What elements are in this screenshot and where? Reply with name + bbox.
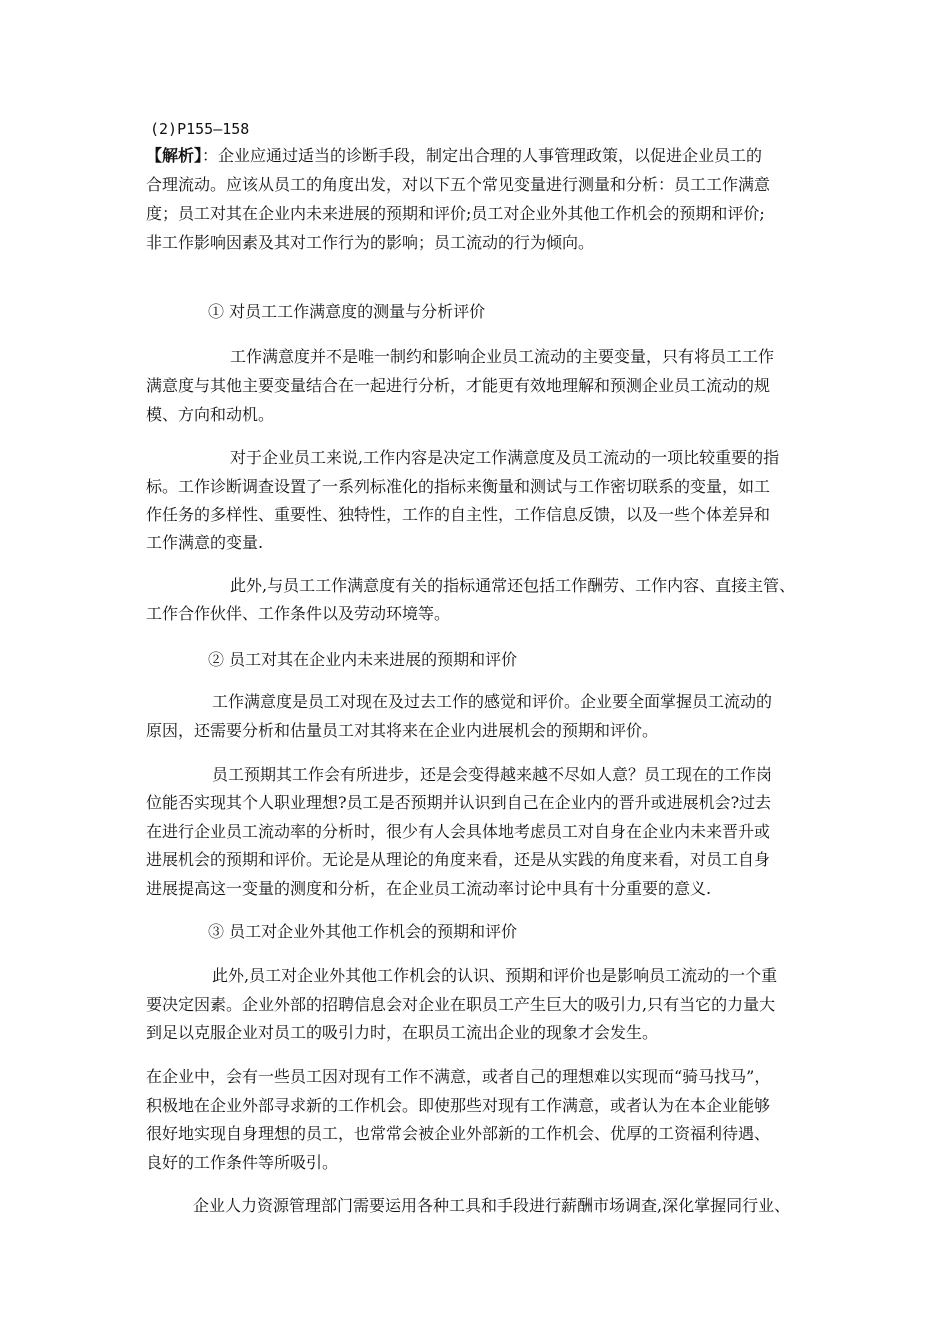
s3-p3-line-1: 企业人力资源管理部门需要运用各种工具和手段进行薪酬市场调查,深化掌握同行业、 [193, 1196, 791, 1215]
s3-p2-line-2: 积极地在企业外部寻求新的工作机会。即使那些对现有工作满意，或者认为在本企业能够 [146, 1096, 771, 1115]
s2-p2-line-5: 进展提高这一变量的测度和分析，在企业员工流动率讨论中具有十分重要的意义. [146, 879, 712, 898]
s3-p1-line-1: 此外,员工对企业外其他工作机会的认识、预期和评价也是影响员工流动的一个重 [212, 966, 778, 985]
s1-p3-line-2: 工作合作伙伴、工作条件以及劳动环境等。 [146, 604, 451, 623]
s2-p2-line-1: 员工预期其工作会有所进步，还是会变得越来越不尽如人意？员工现在的工作岗 [212, 765, 773, 784]
s1-p2-line-2: 标。工作诊断调查设置了一系列标准化的指标来衡量和测试与工作密切联系的变量，如工 [146, 477, 771, 496]
page-reference: (2)P155—158 [150, 120, 250, 138]
analysis-line-4: 非工作影响因素及其对工作行为的影响；员工流动的行为倾向。 [146, 233, 595, 252]
s3-p2-line-4: 良好的工作条件等所吸引。 [146, 1153, 339, 1172]
analysis-line-1 [146, 146, 762, 166]
s1-p2-line-1: 对于企业员工来说,工作内容是决定工作满意度及员工流动的一项比较重要的指 [230, 448, 780, 467]
s3-p1-line-3: 到足以克服企业对员工的吸引力时，在职员工流出企业的现象才会发生。 [146, 1023, 659, 1042]
s2-p2-line-4: 进展机会的预期和评价。无论是从理论的角度来看，还是从实践的角度来看，对员工自身 [146, 850, 771, 869]
s2-p1-line-2: 原因，还需要分析和估量员工对其将来在企业内进展机会的预期和评价。 [146, 721, 659, 740]
analysis-label: 【解析】 [146, 146, 203, 165]
s1-p3-line-1: 此外,与员工工作满意度有关的指标通常还包括工作酬劳、工作内容、直接主管、 [230, 576, 796, 595]
s1-p2-line-3: 作任务的多样性、重要性、独特性，工作的自主性，工作信息反馈，以及一些个体差异和 [146, 505, 771, 524]
s1-p1-line-2: 满意度与其他主要变量结合在一起进行分析，才能更有效地理解和预测企业员工流动的规 [146, 376, 771, 395]
s2-p1-line-1: 工作满意度是员工对现在及过去工作的感觉和评价。企业要全面掌握员工流动的 [212, 692, 773, 711]
s1-p1-line-3: 模、方向和动机。 [146, 405, 275, 424]
s3-p2-line-1: 在企业中，会有一些员工因对现有工作不满意，或者自己的理想难以实现而“骑马找马”， [146, 1067, 771, 1086]
s3-p1-line-2: 要决定因素。企业外部的招聘信息会对企业在职员工产生巨大的吸引力,只有当它的力量大 [146, 995, 776, 1014]
s1-p1-line-1: 工作满意度并不是唯一制约和影响企业员工流动的主要变量，只有将员工工作 [230, 347, 775, 366]
analysis-line-3: 度；员工对其在企业内未来进展的预期和评价;员工对企业外其他工作机会的预期和评价; [146, 204, 765, 223]
s1-p2-line-4: 工作满意的变量. [146, 533, 264, 552]
s2-p2-line-2: 位能否实现其个人职业理想?员工是否预期并认识到自己在企业内的晋升或进展机会?过去 [146, 793, 772, 812]
s3-p2-line-3: 很好地实现自身理想的员工，也常常会被企业外部新的工作机会、优厚的工资福利待遇、 [146, 1124, 771, 1143]
section-1-heading: ① 对员工工作满意度的测量与分析评价 [208, 302, 486, 321]
section-2-heading: ② 员工对其在企业内未来进展的预期和评价 [208, 650, 518, 669]
s2-p2-line-3: 在进行企业员工流动率的分析时，很少有人会具体地考虑员工对自身在企业内未来晋升或 [146, 822, 771, 841]
analysis-text-1: ：企业应通过适当的诊断手段，制定出合理的人事管理政策，以促进企业员工的 [202, 146, 763, 165]
section-3-heading: ③ 员工对企业外其他工作机会的预期和评价 [208, 922, 518, 941]
analysis-line-2: 合理流动。应该从员工的角度出发，对以下五个常见变量进行测量和分析：员工工作满意 [146, 175, 771, 194]
